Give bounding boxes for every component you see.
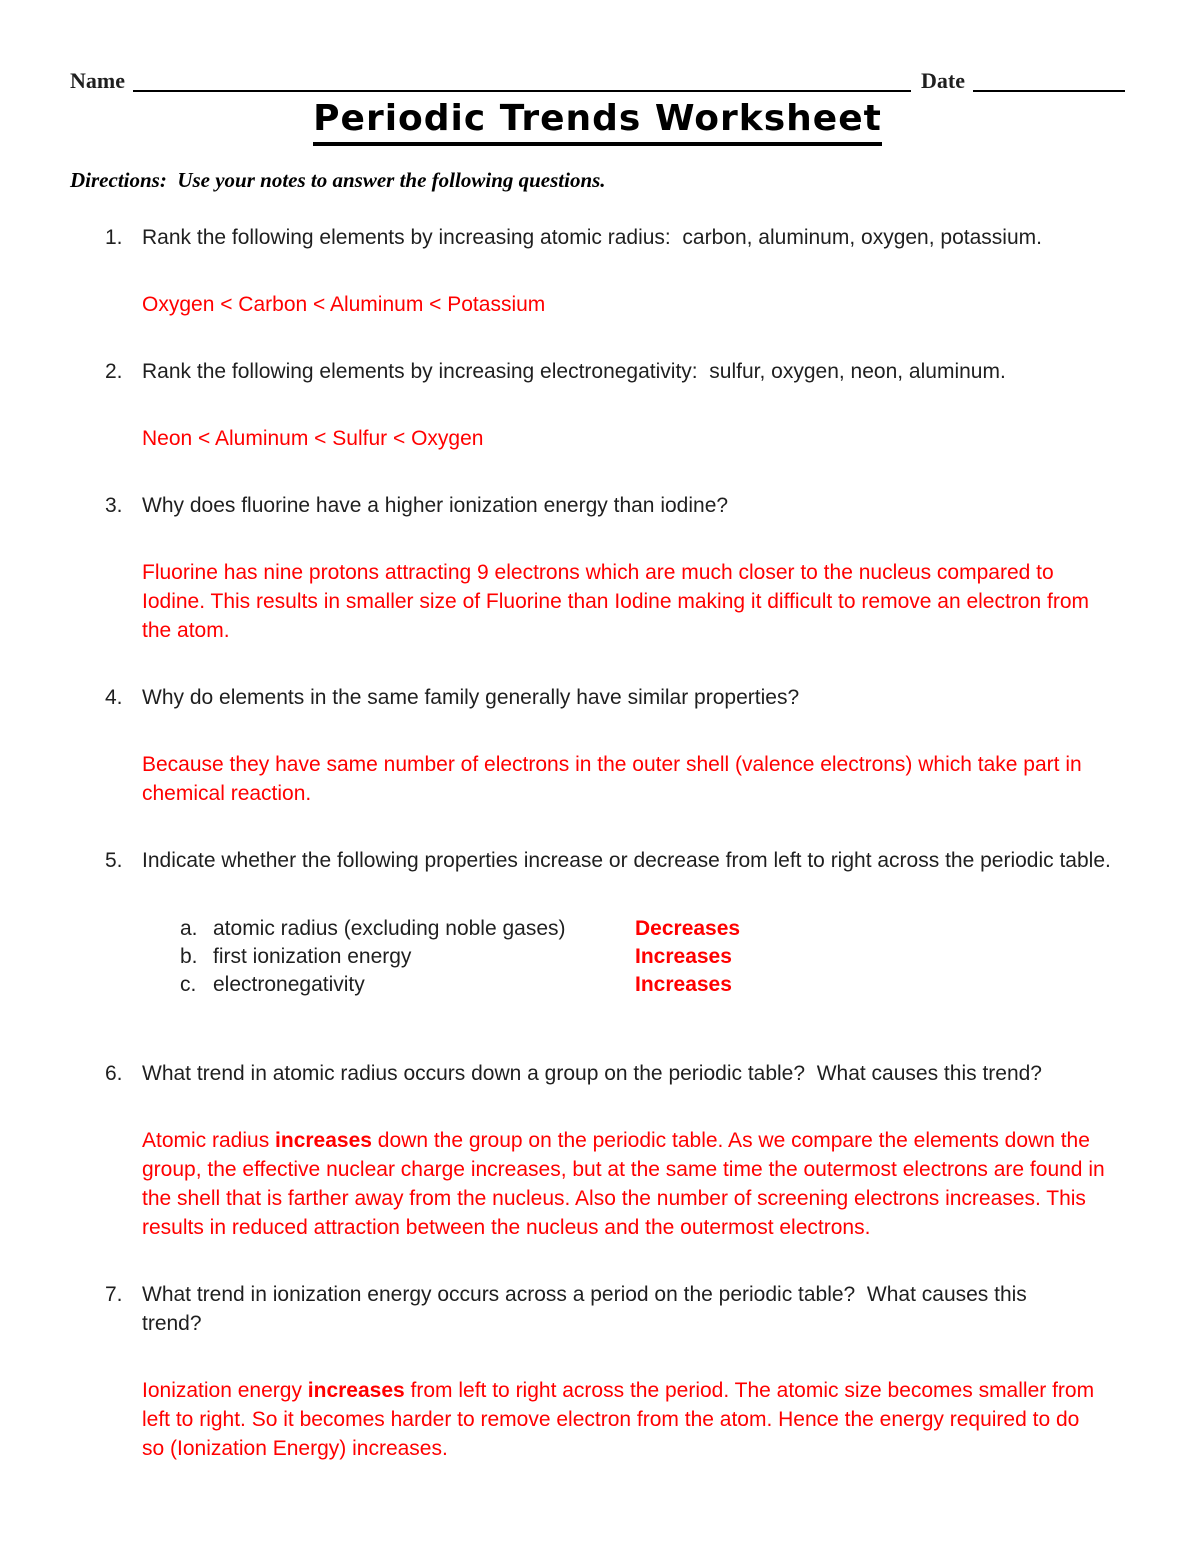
question-2 xyxy=(70,357,1125,453)
question-1-number: 1. xyxy=(105,226,123,249)
subitem-c xyxy=(180,971,1125,999)
question-3-answer: Fluorine has nine protons attracting 9 electrons which are much closer to the nucleus compared to Iodine. This results in smaller size of Fluorine than Iodine making it difficult to remove an electron from the atom. xyxy=(142,561,1095,642)
subitem-a-answer: Decreases xyxy=(635,917,741,940)
question-2-text: Rank the following elements by increasing electronegativity: sulfur, oxygen, neon, aluminum. xyxy=(142,360,1006,383)
question-3-text: Why does fluorine have a higher ionization energy than iodine? xyxy=(142,494,729,517)
question-4-number: 4. xyxy=(105,686,123,709)
subitem-a xyxy=(180,915,1125,943)
name-date-row xyxy=(70,68,1125,94)
title-row xyxy=(70,98,1125,146)
question-6 xyxy=(70,1059,1125,1242)
answer-prefix: Ionization energy xyxy=(142,1379,308,1402)
subitem-c-answer: Increases xyxy=(635,973,732,996)
subitem-c-letter: c. xyxy=(180,973,197,996)
question-5-sublist xyxy=(180,915,1125,999)
question-5-text: Indicate whether the following properties increase or decrease from left to right across the periodic table. xyxy=(142,849,1111,872)
question-7-text: What trend in ionization energy occurs across a period on the periodic table? What causes this trend? xyxy=(142,1283,1033,1335)
subitem-b xyxy=(180,943,1125,971)
date-label: Date xyxy=(921,68,965,93)
name-label: Name xyxy=(70,68,125,93)
question-1-answer: Oxygen < Carbon < Aluminum < Potassium xyxy=(142,293,546,316)
question-7 xyxy=(70,1280,1125,1463)
subitem-b-letter: b. xyxy=(180,945,198,968)
subitem-c-text: electronegativity xyxy=(213,973,365,996)
question-3 xyxy=(70,491,1125,645)
question-6-number: 6. xyxy=(105,1062,123,1085)
subitem-a-text: atomic radius (excluding noble gases) xyxy=(213,917,566,940)
question-7-answer xyxy=(142,1376,1107,1463)
date-blank-line xyxy=(973,69,1125,92)
question-2-number: 2. xyxy=(105,360,123,383)
subitem-a-letter: a. xyxy=(180,917,198,940)
answer-bold-word: increases xyxy=(275,1129,372,1152)
question-2-answer: Neon < Aluminum < Sulfur < Oxygen xyxy=(142,427,484,450)
question-1-text: Rank the following elements by increasing atomic radius: carbon, aluminum, oxygen, potassium. xyxy=(142,226,1042,249)
question-1 xyxy=(70,223,1125,319)
answer-bold-word: increases xyxy=(307,1379,405,1402)
question-6-answer xyxy=(142,1126,1111,1242)
question-5 xyxy=(70,846,1125,999)
answer-suffix: from left to right across the period. The atomic size becomes smaller from left to right. So it becomes harder to remove electron from the atom. Hence the energy required to do so (Ionization Energy) increases. xyxy=(142,1379,1100,1460)
question-4-answer: Because they have same number of electrons in the outer shell (valence electrons) which take part in chemical reaction. xyxy=(142,753,1088,805)
page-title: Periodic Trends Worksheet xyxy=(313,98,882,146)
name-blank-line xyxy=(133,69,911,92)
answer-suffix: down the group on the periodic table. As we compare the elements down the group, the effective nuclear charge increases, but at the same time the outermost electrons are found in the shell that is farther away from the nucleus. Also the number of screening electrons increases. This results in reduced attraction between the nucleus and the outermost electrons. xyxy=(142,1129,1111,1239)
question-6-text: What trend in atomic radius occurs down a group on the periodic table? What causes this trend? xyxy=(142,1062,1042,1085)
directions: Directions: Use your notes to answer the following questions. xyxy=(70,168,606,192)
question-5-number: 5. xyxy=(105,849,123,872)
question-7-number: 7. xyxy=(105,1283,123,1306)
answer-prefix: Atomic radius xyxy=(142,1129,276,1152)
question-4-text: Why do elements in the same family generally have similar properties? xyxy=(142,686,800,709)
subitem-b-text: first ionization energy xyxy=(213,945,412,968)
subitem-b-answer: Increases xyxy=(635,945,732,968)
question-4 xyxy=(70,683,1125,808)
question-3-number: 3. xyxy=(105,494,123,517)
